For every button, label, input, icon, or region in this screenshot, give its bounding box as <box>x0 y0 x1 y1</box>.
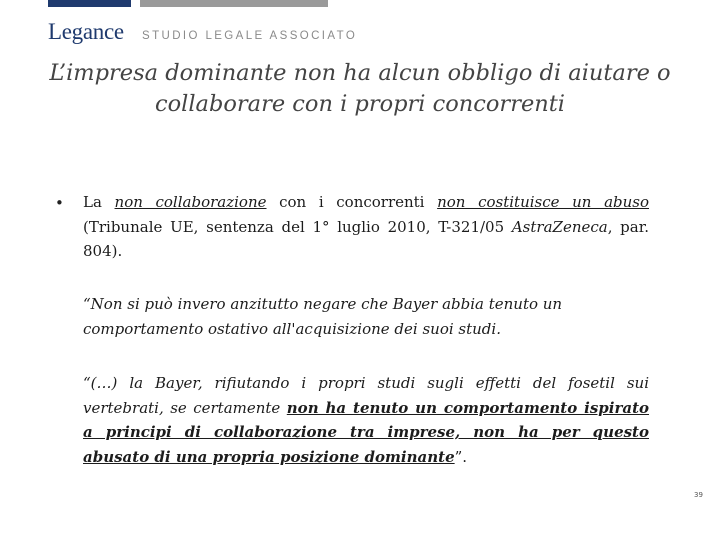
quote2-text-3: ”. <box>454 447 468 466</box>
bullet-text-1: La <box>83 193 115 211</box>
bullet-text-non-costituisce: non costituisce un abuso <box>437 193 649 211</box>
quote-paragraph-2 <box>83 371 649 469</box>
firm-tagline: STUDIO LEGALE ASSOCIATO <box>142 30 358 42</box>
slide-title: L’impresa dominante non ha alcun obbligo di aiutare o collaborare con i propri concorrenti <box>49 60 671 117</box>
quote2-text-emphasis: non ha tenuto un comportamento ispirato a principi di collaborazione tra imprese, non ha per questo abusato di una propria posizione dominante <box>83 398 650 466</box>
header-accent-bar <box>48 0 131 7</box>
bullet-marker: • <box>55 194 64 212</box>
legance-logo: Legance <box>48 19 124 44</box>
quote-paragraph-1: “Non si può invero anzitutto negare che Bayer abbia tenuto un comportamento ostativo all'acquisizione dei suoi studi. <box>83 295 563 338</box>
bullet-text-astrazeneca: AstraZeneca <box>511 217 608 236</box>
bullet-text-7: , par. 804). <box>83 217 650 260</box>
bullet-text-3: con i concorrenti <box>266 193 438 211</box>
bullet-paragraph <box>83 190 649 264</box>
bullet-text-5: (Tribunale UE, sentenza del 1° luglio 2010, T-321/05 <box>83 217 512 236</box>
quote2-text-1: “(…) la Bayer, rifiutando i propri studi sugli effetti del fosetil sui vertebrati, se certamente <box>83 374 649 417</box>
header-gray-bar <box>140 0 328 7</box>
bullet-text-non-collaborazione: non collaborazione <box>114 193 267 211</box>
page-number: 39 <box>694 491 703 499</box>
